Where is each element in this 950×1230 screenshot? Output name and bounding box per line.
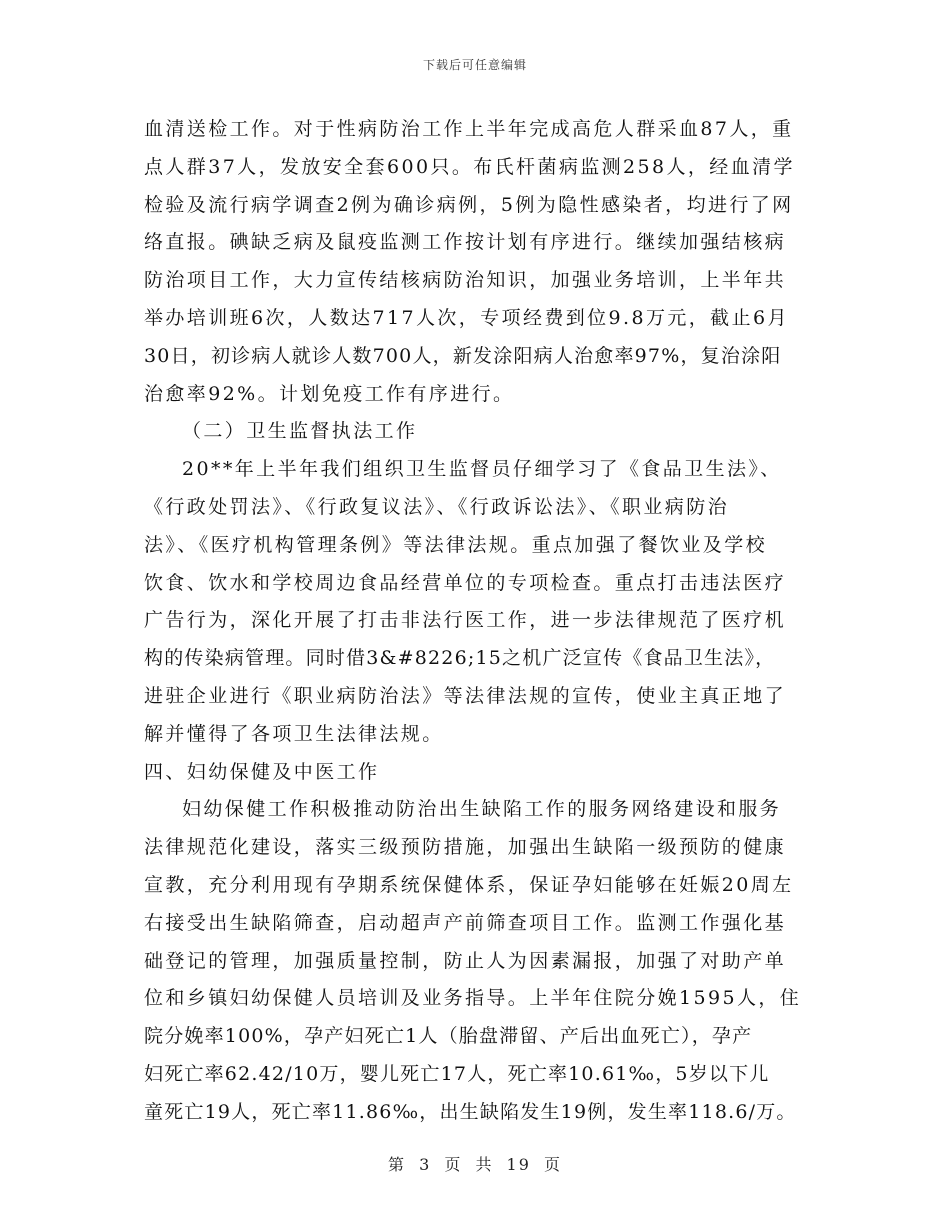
document-body (144, 111, 824, 1132)
text-line: 法》、《医疗机构管理条例》等法律法规。重点加强了餐饮业及学校 (144, 533, 768, 556)
text-line: 进驻企业进行《职业病防治法》等法律法规的宣传，使业主真正地了 (144, 684, 787, 707)
text-line: 解并懂得了各项卫生法律法规。 (144, 722, 444, 745)
text-line: 饮食、饮水和学校周边食品经营单位的专项检查。重点打击违法医疗 (144, 571, 787, 594)
page-header-note: 下载后可任意编辑 (422, 58, 527, 72)
text-line: 30日，初诊病人就诊人数700人，新发涂阳病人治愈率97%，复治涂阳 (144, 344, 782, 367)
text-line: 妇死亡率62.42/10万，婴儿死亡17人，死亡率10.61‰，5岁以下儿 (144, 1062, 770, 1085)
text-line: 法律规范化建设，落实三级预防措施，加强出生缺陷一级预防的健康 (144, 836, 787, 859)
text-line: 院分娩率100%，孕产妇死亡1人（胎盘滞留、产后出血死亡），孕产 (144, 1025, 753, 1048)
section-heading-health-supervision: （二）卫生监督执法工作 (182, 420, 418, 443)
text-line: 点人群37人，发放安全套600只。布氏杆菌病监测258人，经血清学 (144, 155, 795, 178)
text-line: 位和乡镇妇幼保健人员培训及业务指导。上半年住院分娩1595人，住 (144, 987, 802, 1010)
text-line: 防治项目工作，大力宣传结核病防治知识，加强业务培训，上半年共 (144, 269, 787, 292)
text-line: 络直报。碘缺乏病及鼠疫监测工作按计划有序进行。继续加强结核病 (144, 231, 787, 254)
text-line: 检验及流行病学调查2例为确诊病例，5例为隐性感染者，均进行了网 (144, 193, 794, 216)
text-line: 举办培训班6次，人数达717人次，专项经费到位9.8万元，截止6月 (144, 306, 789, 329)
text-line: 20**年上半年我们组织卫生监督员仔细学习了《食品卫生法》、 (182, 458, 782, 481)
text-line: 宣教，充分利用现有孕期系统保健体系，保证孕妇能够在妊娠20周左 (144, 873, 794, 896)
section-heading-maternal-child-health: 四、妇幼保健及中医工作 (144, 760, 380, 783)
text-line: 童死亡19人，死亡率11.86‰，出生缺陷发生19例，发生率118.6/万。 (144, 1100, 797, 1123)
text-line: 《行政处罚法》、《行政复议法》、《行政诉讼法》、《职业病防治 (144, 495, 730, 518)
text-line: 构的传染病管理。同时借3&#8226;15之机广泛宣传《食品卫生法》， (144, 647, 776, 670)
text-line: 右接受出生缺陷筛查，启动超声产前筛查项目工作。监测工作强化基 (144, 911, 787, 934)
text-line: 础登记的管理，加强质量控制，防止人为因素漏报，加强了对助产单 (144, 949, 787, 972)
text-line: 广告行为，深化开展了打击非法行医工作，进一步法律规范了医疗机 (144, 609, 787, 632)
text-line: 治愈率92%。计划免疫工作有序进行。 (144, 382, 515, 405)
page-number: 第 3 页 共 19 页 (388, 1155, 562, 1174)
text-line: 妇幼保健工作积极推动防治出生缺陷工作的服务网络建设和服务 (182, 798, 782, 821)
text-line: 血清送检工作。对于性病防治工作上半年完成高危人群采血87人，重 (144, 118, 794, 140)
